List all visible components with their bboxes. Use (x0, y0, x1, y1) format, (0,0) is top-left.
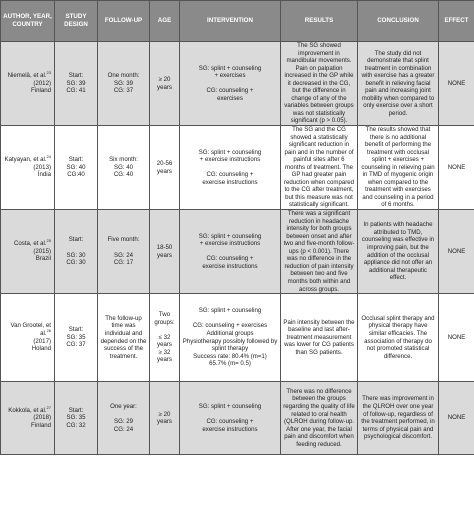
study-design-cell-line: SG: 30 (66, 251, 86, 259)
intervention-cell-line: CG: counseling + (206, 87, 254, 95)
author-name (3, 156, 51, 164)
follow-up-cell-line: CG: 24 (113, 425, 134, 433)
author-year: (2013) (33, 163, 51, 171)
header-follow-up: FOLLOW-UP (98, 1, 150, 42)
follow-up-cell (98, 126, 150, 210)
age-cell-line: years (157, 83, 172, 91)
age-cell-line (152, 326, 177, 334)
study-design-cell-line: CG: 30 (66, 259, 86, 267)
results-cell: The SG showed improvement in mandibular movements. Pain on palpation increased in the GP while it decreased in the CG, but the difference in change of any of the variables between groups was not statistically significant (p > 0.05). (281, 42, 358, 126)
study-design-cell (55, 382, 98, 455)
header-conclusion: CONCLUSION (358, 1, 439, 42)
follow-up-cell-line: One month: (107, 72, 140, 80)
intervention-cell-line (182, 315, 278, 323)
age-cell (150, 42, 180, 126)
intervention-cell (180, 42, 281, 126)
age-cell-line: ≥ 20 (158, 410, 171, 418)
intervention-cell-line: SG: splint + counseling (198, 148, 262, 156)
author-reference: 24 (46, 154, 51, 160)
header-age: AGE (150, 1, 180, 42)
author-reference: 26 (46, 327, 51, 333)
intervention-cell-line: SG: splint + counseling (198, 232, 262, 240)
author-cell (1, 382, 55, 455)
header-author: AUTHOR, YEAR, COUNTRY (1, 1, 55, 42)
intervention-cell-line (182, 411, 278, 419)
author-name (3, 240, 51, 248)
conclusion-cell: The results showed that there is no additional benefit of performing the treatment with occlusal splint + exercises + counseling in relieving pain in TMD of myogenic origin when compared to the treatment with exercises and counseling in a period of 6 months. (358, 126, 439, 210)
study-design-cell-line: SG: 40 (66, 163, 86, 171)
table-row (1, 126, 474, 210)
intervention-cell-line: SG: splint + counseling (198, 64, 262, 72)
age-cell-line: years (157, 251, 172, 259)
study-design-cell-line (57, 244, 95, 252)
effect-cell: NONE (439, 126, 474, 210)
follow-up-cell (98, 294, 150, 382)
study-design-cell-line: SG: 39 (66, 79, 86, 87)
intervention-cell-line (182, 248, 278, 256)
author-reference: 23 (46, 70, 51, 76)
author-country: Finland (31, 87, 51, 95)
results-cell: Pain intensity between the baseline and last after-treatment measurement was lower for CG patients than SG patients. (281, 294, 358, 382)
intervention-cell (180, 126, 281, 210)
follow-up-cell-line: SG: 29 (114, 418, 133, 426)
age-cell-line: 18-50 (156, 243, 173, 251)
conclusion-cell: There was improvement in the QLROH over one year of follow-up, regardless of the treatment performed, in terms of physical pain and psychological discomfort. (358, 382, 439, 455)
age-cell-line: ≥ 20 (158, 75, 171, 83)
follow-up-cell (98, 210, 150, 294)
author-cell (1, 294, 55, 382)
author-country: Finland (31, 421, 51, 429)
intervention-cell-line: CG: counseling + (206, 418, 254, 426)
author-name-text: Kokkola, et al. (8, 406, 47, 414)
intervention-cell-line: CG: counseling + (206, 255, 254, 263)
header-results: RESULTS (281, 1, 358, 42)
header-row (1, 1, 474, 42)
follow-up-cell-line: One year: (110, 402, 137, 410)
author-reference: 25 (46, 238, 51, 244)
intervention-cell-line: 65.7% (m= 0.5) (209, 360, 251, 368)
author-cell (1, 42, 55, 126)
author-name-text: Katyayan, et al. (4, 156, 47, 164)
table-body (1, 42, 474, 455)
study-design-cell-line: Start: (68, 406, 84, 414)
header-effect: EFFECT (439, 1, 474, 42)
table-row (1, 382, 474, 455)
header-intervention: INTERVENTION (180, 1, 281, 42)
intervention-cell-line: CG: counseling + exercises (192, 322, 268, 330)
study-design-cell-line: CG:40 (67, 171, 85, 179)
age-cell-line: years (157, 167, 172, 175)
intervention-cell-line: SG: splint + counseling (198, 402, 262, 410)
intervention-cell (180, 382, 281, 455)
effect-cell: NONE (439, 42, 474, 126)
author-name (3, 322, 51, 337)
study-design-cell-line: Start: (68, 156, 84, 164)
intervention-cell-line (182, 80, 278, 88)
author-name-text: Niemelä, et al. (7, 72, 47, 80)
effect-cell: NONE (439, 294, 474, 382)
intervention-cell-line: Success rate: 80.4% (m=1) (193, 352, 267, 360)
age-cell (150, 382, 180, 455)
author-year: (2018) (33, 414, 51, 422)
study-design-cell-line: Start: (68, 72, 84, 80)
study-design-cell-line: CG: 32 (66, 421, 86, 429)
age-cell-line: ≥ 32 years (157, 348, 172, 364)
author-year: (2012) (33, 79, 51, 87)
study-design-cell-line: SG: 35 (66, 333, 86, 341)
age-cell-line: ≤ 32 years (157, 333, 172, 349)
author-year: (2015) (33, 247, 51, 255)
author-reference: 27 (46, 404, 51, 410)
author-cell (1, 126, 55, 210)
effect-cell: NONE (439, 210, 474, 294)
follow-up-cell-line: SG: 40 (114, 163, 133, 171)
conclusion-cell: The study did not demonstrate that splint treatment in combination with exercise has a greater benefit in relieving facial pain and increasing joint mobility when compared to only exercise over a short period. (358, 42, 439, 126)
effect-cell: NONE (439, 382, 474, 455)
intervention-cell-line: exercise instructions (202, 425, 258, 433)
follow-up-cell-line: Six month: (109, 156, 138, 164)
author-cell (1, 210, 55, 294)
intervention-cell-line (182, 164, 278, 172)
study-design-cell-line: CG: 37 (66, 341, 86, 349)
author-name (3, 72, 51, 80)
study-design-cell-line: CG: 41 (66, 87, 86, 95)
table-row (1, 210, 474, 294)
study-design-cell-line: SG: 35 (66, 414, 86, 422)
conclusion-cell: Occlusal splint therapy and physical therapy have similar efficacies. The association of therapy do not promoted statistical difference. (358, 294, 439, 382)
author-year: (2017) (33, 337, 51, 345)
author-name-text: Van Grootel, et al. (10, 322, 51, 337)
follow-up-cell (98, 382, 150, 455)
results-cell: There was a significant reduction in headache intensity for both groups between onset and after two and five-month follow-ups (p < 0.001). There was no difference in the reduction of pain intensity between two and five months both within and across groups. (281, 210, 358, 294)
intervention-cell-line: SG: splint + counseling (198, 307, 262, 315)
intervention-cell-line: + exercise instructions (199, 240, 261, 248)
age-cell-line: Two groups: (154, 311, 175, 326)
follow-up-cell-line: CG: 40 (113, 171, 134, 179)
author-country: Brazil (35, 255, 51, 263)
age-cell-line: 20-56 (156, 159, 173, 167)
conclusion-cell: In patients with headache attributed to TMD, counseling was effective in improving pain, but the addition of the occlusal appliance did not offer an additional therapeutic effect. (358, 210, 439, 294)
results-cell: The SG and the CG showed a statistically significant reduction in pain and in the number of painful sites after 6 months of treatment. The GP had greater pain reduction when compared to the CG after treatment, but this measure was not statistically significant. (281, 126, 358, 210)
age-cell (150, 294, 180, 382)
study-design-cell (55, 210, 98, 294)
intervention-cell (180, 210, 281, 294)
follow-up-cell-line: Five month: (107, 236, 140, 244)
intervention-cell-line: + exercises (214, 72, 246, 80)
follow-up-cell-line: CG: 37 (113, 87, 134, 95)
intervention-cell-line: Physiotherapy possibly followed by splint therapy (182, 337, 278, 353)
follow-up-cell-line: The follow-up time was individual and depended on the success of the treatment. (100, 314, 147, 360)
study-design-cell (55, 294, 98, 382)
study-design-cell (55, 42, 98, 126)
follow-up-cell (98, 42, 150, 126)
intervention-cell (180, 294, 281, 382)
intervention-cell-line: CG: counseling + (206, 171, 254, 179)
author-country: Holand (31, 345, 51, 353)
follow-up-cell-line (100, 244, 147, 252)
author-name-text: Costa, et al. (14, 240, 47, 248)
intervention-cell-line: exercise instructions (202, 178, 258, 186)
intervention-cell-line: exercise instructions (202, 262, 258, 270)
author-name (3, 404, 51, 415)
intervention-cell-line: Additional groups (206, 330, 254, 337)
intervention-cell-line: + exercise instructions (199, 156, 261, 164)
age-cell (150, 210, 180, 294)
age-cell-line: years (157, 418, 172, 426)
follow-up-cell-line (100, 411, 147, 419)
study-design-cell (55, 126, 98, 210)
follow-up-cell-line: SG: 39 (114, 79, 133, 87)
study-design-cell-line: Start: (68, 236, 84, 244)
header-study-design: STUDY DESIGN (55, 1, 98, 42)
study-design-cell-line: Start: (68, 326, 84, 334)
follow-up-cell-line: SG: 24 (114, 251, 133, 259)
table-row (1, 42, 474, 126)
age-cell (150, 126, 180, 210)
table-row (1, 294, 474, 382)
follow-up-cell-line: CG: 17 (113, 259, 134, 267)
author-country: Índia (37, 171, 51, 179)
results-cell: There was no difference between the groups regarding the quality of life related to oral health (QLROH during follow-up. After one year, the facial pain and discomfort when feeding reduced. (281, 382, 358, 455)
intervention-cell-line: exercises (217, 94, 243, 102)
